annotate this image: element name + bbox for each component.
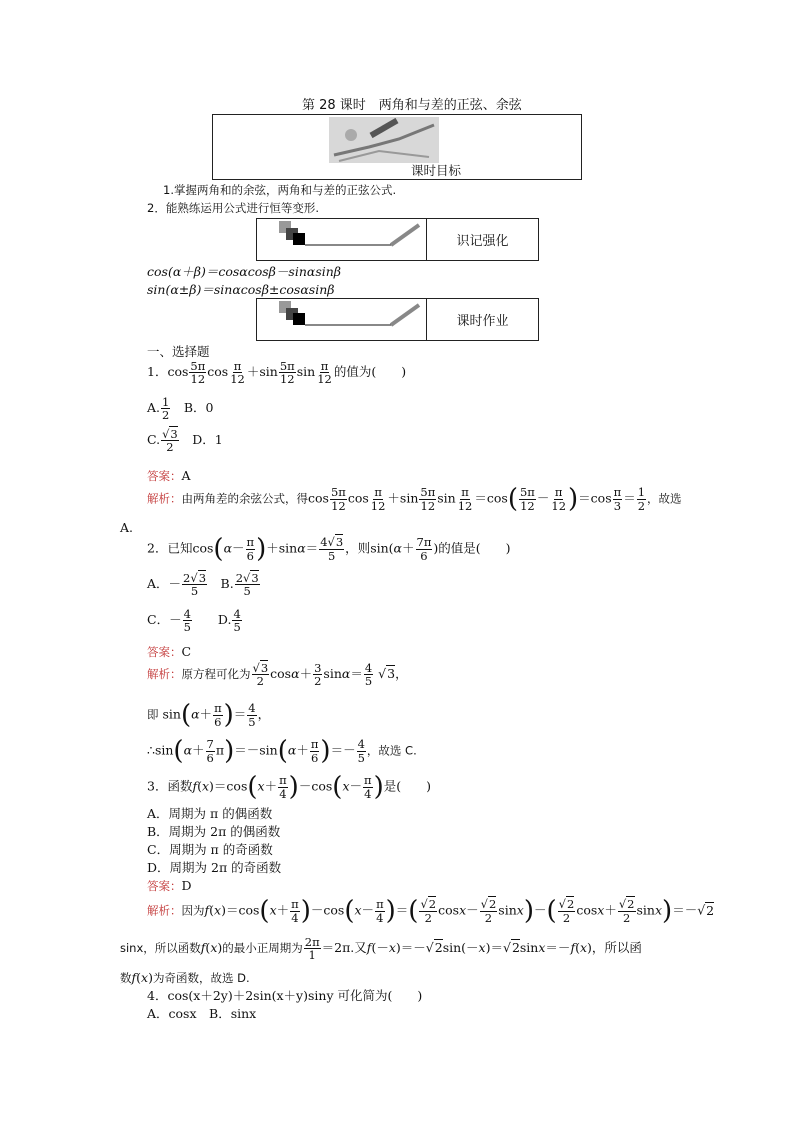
q2-solution-3: ∴sin(α＋ $\frac{7}{6}$ π)＝－sin(α＋ $\frac{\pi}{6}$ )＝－ $\frac{4}{5}$ ，故选 C. <box>147 736 417 766</box>
q1-answer: 答案：A <box>147 468 191 483</box>
homework-banner-label: 课时作业 <box>426 299 538 340</box>
formula: sin(α±β)＝sinαcosβ±cosαsinβ <box>147 282 335 297</box>
question-1: 1．cos $\frac{5\pi}{12}$ cos $\frac{\pi}{12}$ ＋sin $\frac{5\pi}{12}$ sin $\frac{\pi}{12}$ 的值为( ) <box>147 359 407 387</box>
q2-solution-1: 解析：原方程可化为 $\frac{√3}{2}$ cosα＋ $\frac{3}{2}$ sinα＝ $\frac{4}{5}$ √3， <box>147 661 408 689</box>
memory-banner <box>256 218 539 261</box>
q3-answer: 答案：D <box>147 878 192 893</box>
question-3: 3．函数f(x)＝cos(x＋ $\frac{\pi}{4}$ )－cos(x－ $\frac{\pi}{4}$ )是( ) <box>147 772 431 802</box>
memory-banner-label: 识记强化 <box>426 219 538 260</box>
page-title: 第 28 课时 两角和与差的正弦、余弦 <box>302 98 522 113</box>
q1-solution: 解析：由两角差的余弦公式，得cos $\frac{5\pi}{12}$ cos $\frac{\pi}{12}$ ＋sin $\frac{5\pi}{12}$ sin $\frac{\pi}{12}$ ＝cos( $\frac{5\pi}{12}$ － $\frac{\pi}{12}$ )＝cos $\frac{\pi}{3}$ ＝ $\frac{1}{2}$ ，故选 <box>147 484 682 514</box>
formula: cos(α＋β)＝cosαcosβ－sinαsinβ <box>147 264 342 279</box>
goal-item: 1.掌握两角和的余弦，两角和与差的正弦公式. <box>163 183 397 197</box>
block-pen-icon <box>279 221 429 259</box>
q3-option: C．周期为 π 的奇函数 <box>147 842 273 857</box>
q3-option: D．周期为 2π 的奇函数 <box>147 860 282 875</box>
q1-solution-wrap: A. <box>120 520 134 535</box>
q1-options-cd: C. $\frac{√3}{2}$ D．1 <box>147 427 223 455</box>
q3-option: B．周期为 2π 的偶函数 <box>147 824 281 839</box>
goal-banner <box>212 114 582 180</box>
q3-option: A．周期为 π 的偶函数 <box>147 806 273 821</box>
q2-solution-2: 即 sin(α＋ $\frac{\pi}{6}$ )＝ $\frac{4}{5}$ ， <box>147 700 271 730</box>
goal-banner-label: 课时目标 <box>411 163 462 178</box>
q2-options-ab: A．－ $\frac{2√3}{5}$ B. $\frac{2√3}{5}$ <box>147 571 259 599</box>
section-heading: 一、选择题 <box>147 344 210 359</box>
block-pen-icon <box>279 301 429 339</box>
question-2: 2．已知cos(α－ $\frac{\pi}{6}$ )＋sinα＝ $\frac{4√3}{5}$ ，则sin(α＋ $\frac{7\pi}{6}$ )的值是( ) <box>147 534 511 564</box>
question-4: 4．cos(x＋2y)＋2sin(x＋y)siny 可化简为( ) <box>147 988 423 1003</box>
q4-options: A．cosx B．sinx <box>147 1006 257 1021</box>
homework-banner <box>256 298 539 341</box>
q3-solution-2: sinx，所以函数f(x)的最小正周期为 $\frac{2\pi}{1}$ ＝2π.又f(－x)＝－√2sin(－x)＝√2sinx＝－f(x)，所以函 <box>120 935 642 963</box>
q2-answer: 答案：C <box>147 644 192 659</box>
goal-item: 2．能熟练运用公式进行恒等变形. <box>147 201 319 215</box>
pen-illustration <box>329 117 439 163</box>
q2-options-cd: C．－ $\frac{4}{5}$ D. $\frac{4}{5}$ <box>147 607 241 635</box>
q3-solution-1: 解析：因为f(x)＝cos(x＋ $\frac{\pi}{4}$ )－cos(x－ $\frac{\pi}{4}$ )＝( $\frac{√2}{2}$ cosx－ $\frac{√2}{2}$ sinx)－( $\frac{√2}{2}$ cosx＋ $\frac{√2}{2}$ sinx)＝－√2 <box>147 896 715 926</box>
q1-options-ab: A. $\frac{1}{2}$ B．0 <box>147 395 214 423</box>
q3-solution-3: 数f(x)为奇函数，故选 D. <box>120 970 250 985</box>
